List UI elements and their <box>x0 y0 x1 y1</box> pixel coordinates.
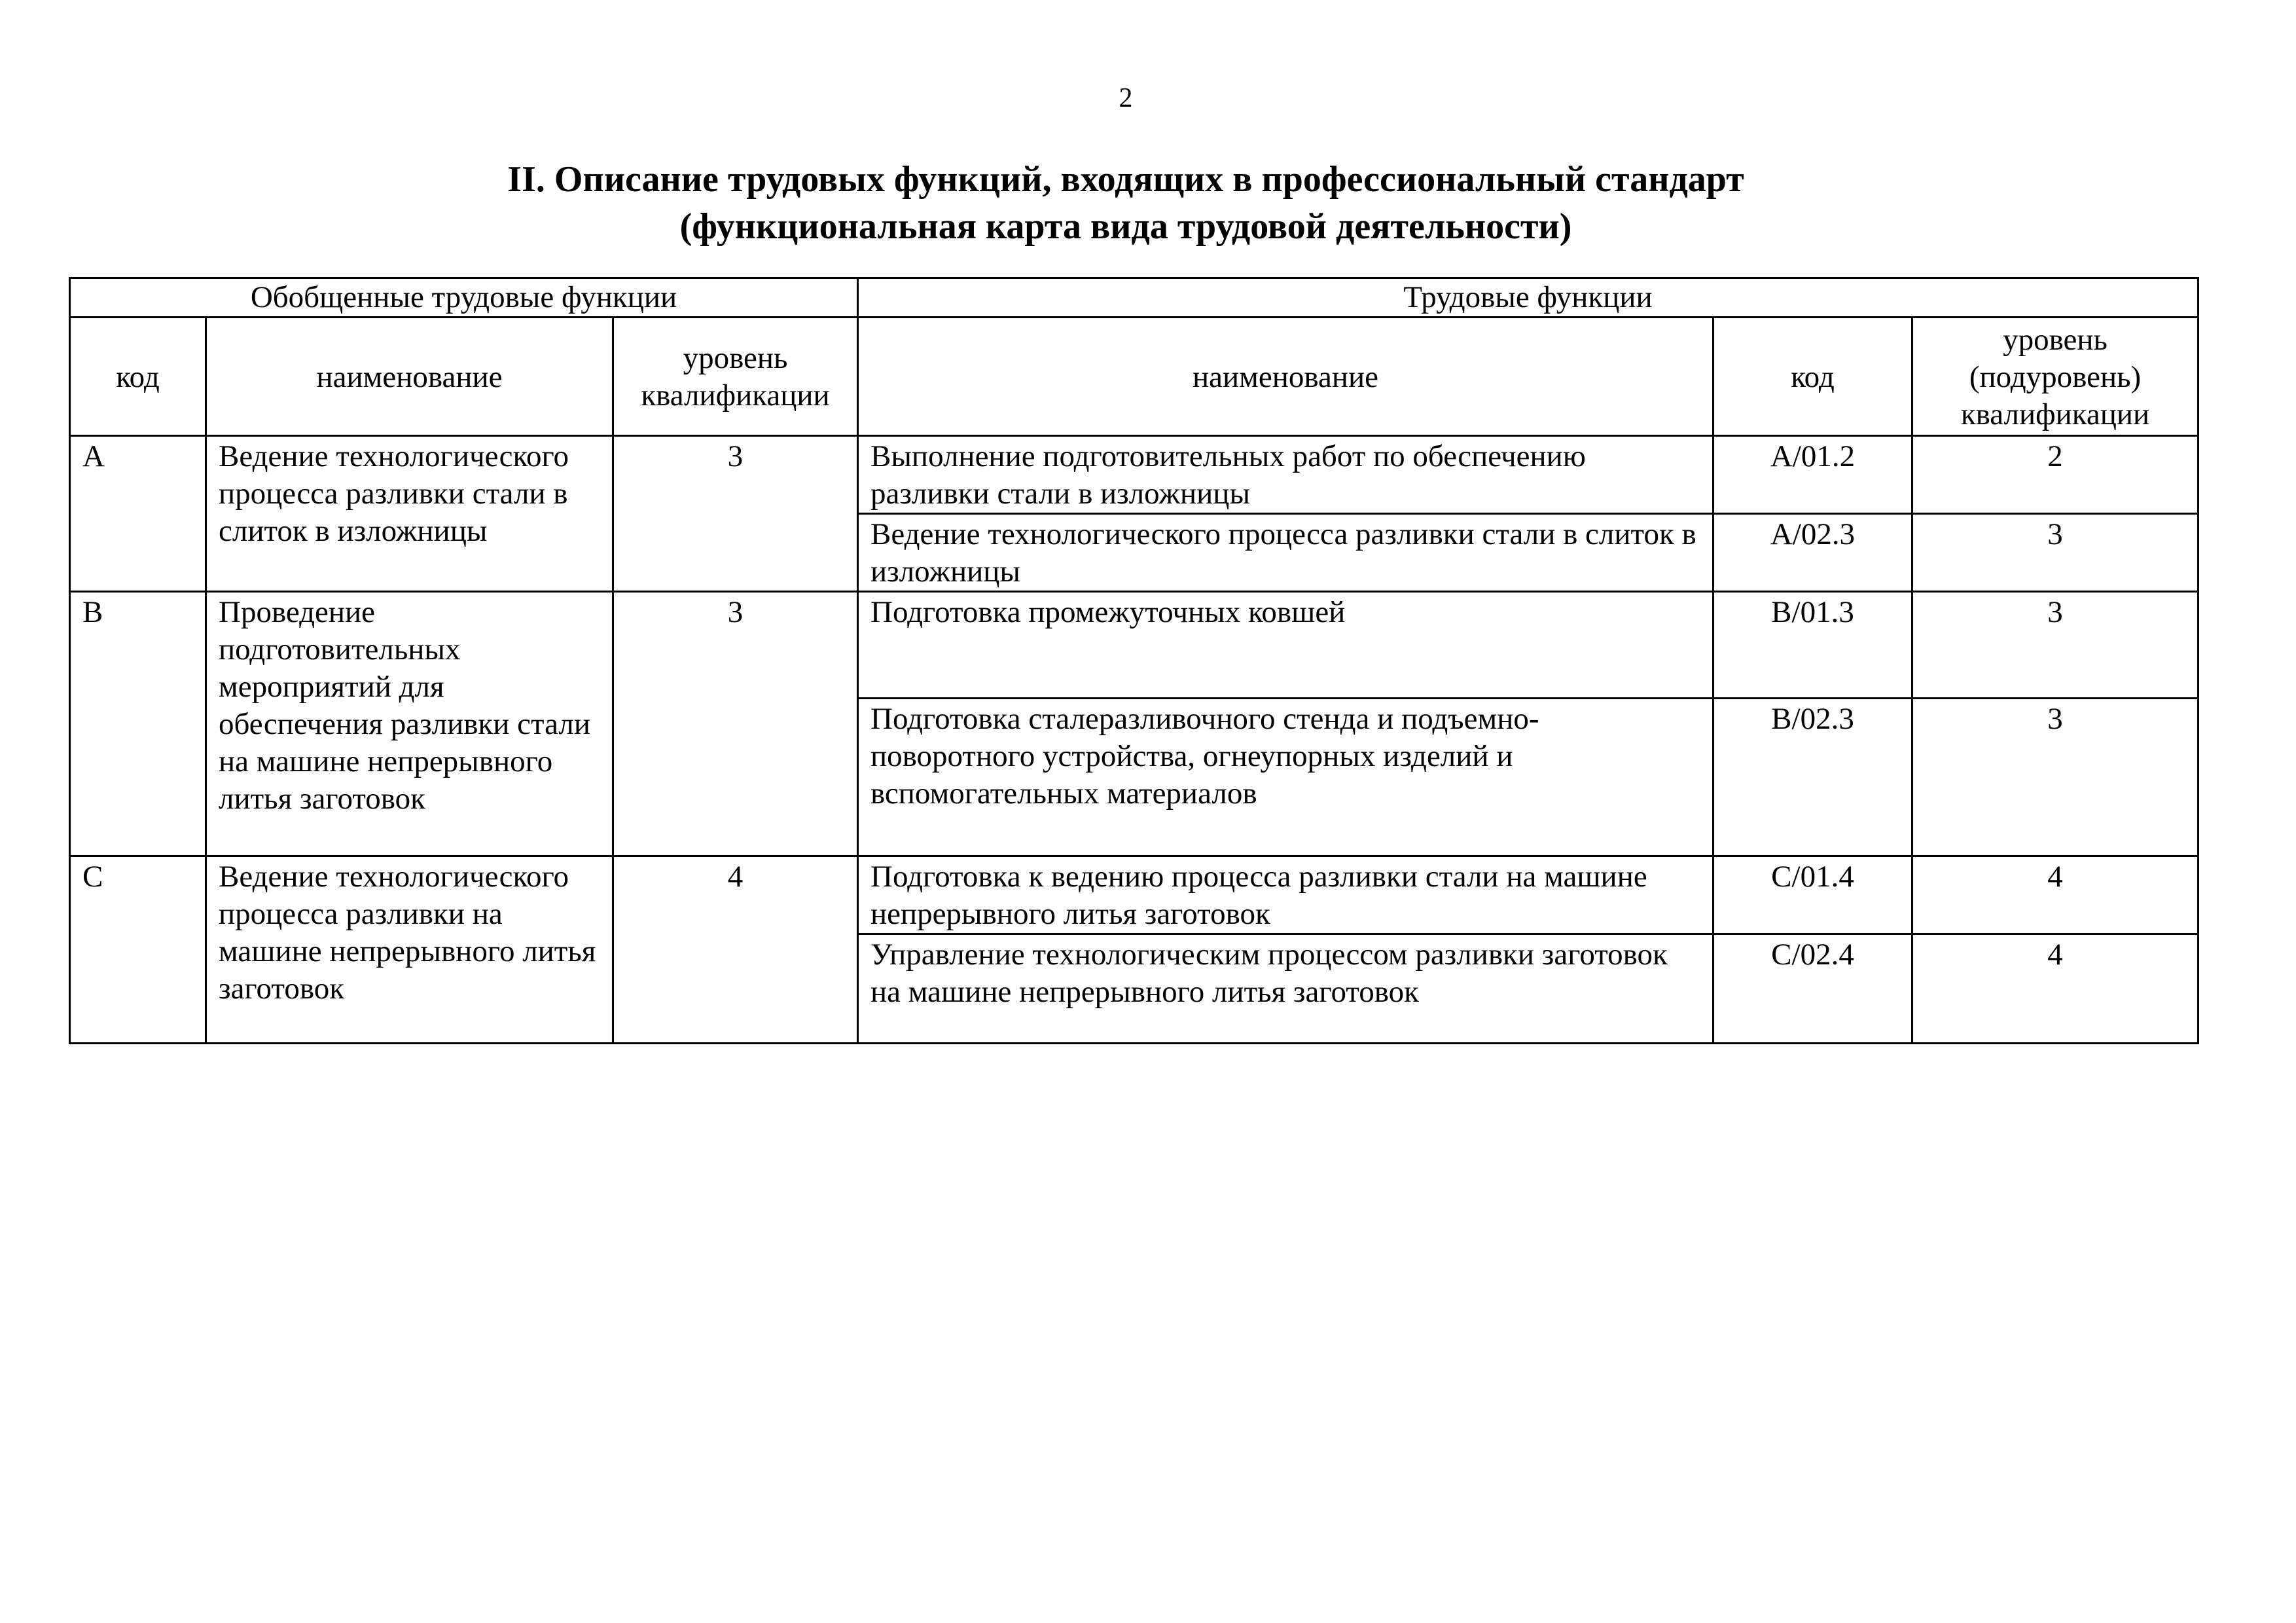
func-name-a02: Ведение технологического процесса разливки стали в слиток в изложницы <box>858 514 1713 592</box>
func-level-c01: 4 <box>1912 856 2198 934</box>
func-code-b01: B/01.3 <box>1713 592 1912 699</box>
func-code-c01: C/01.4 <box>1713 856 1912 934</box>
func-level-b02: 3 <box>1912 699 2198 856</box>
func-level-a02: 3 <box>1912 514 2198 592</box>
gen-code-c: C <box>70 856 206 1044</box>
func-code-a01: A/01.2 <box>1713 436 1912 514</box>
func-level-b01: 3 <box>1912 592 2198 699</box>
col-header-lab-name: наименование <box>858 318 1713 436</box>
section-title-line-1: II. Описание трудовых функций, входящих в профессиональный стандарт <box>507 159 1744 200</box>
gen-level-b: 3 <box>613 592 858 856</box>
gen-name-b: Проведение подготовительных мероприятий для обеспечения разливки стали на машине непрерывного литья заготовок <box>206 592 613 856</box>
func-name-b01: Подготовка промежуточных ковшей <box>858 592 1713 699</box>
group-header-row <box>70 278 2198 318</box>
gen-code-a: A <box>70 436 206 592</box>
func-name-c02: Управление технологическим процессом разливки заготовок на машине непрерывного литья заготовок <box>858 934 1713 1044</box>
col-header-gen-name: наименование <box>206 318 613 436</box>
gen-name-a: Ведение технологического процесса разливки стали в слиток в изложницы <box>206 436 613 592</box>
functional-map-table <box>69 277 2199 1044</box>
func-code-c02: C/02.4 <box>1713 934 1912 1044</box>
section-title <box>0 156 2251 250</box>
func-name-b02: Подготовка сталеразливочного стенда и подъемно-поворотного устройства, огнеупорных изделий и вспомогательных материалов <box>858 699 1713 856</box>
gen-name-c: Ведение технологического процесса разливки на машине непрерывного литья заготовок <box>206 856 613 1044</box>
section-title-line-2: (функциональная карта вида трудовой деятельности) <box>679 206 1572 247</box>
col-header-gen-code: код <box>70 318 206 436</box>
page-number: 2 <box>1119 83 1133 113</box>
labor-functions-header: Трудовые функции <box>858 278 2198 318</box>
func-name-a01: Выполнение подготовительных работ по обеспечению разливки стали в изложницы <box>858 436 1713 514</box>
table-row <box>70 436 2198 514</box>
generalized-functions-header: Обобщенные трудовые функции <box>70 278 858 318</box>
func-name-c01: Подготовка к ведению процесса разливки стали на машине непрерывного литья заготовок <box>858 856 1713 934</box>
gen-code-b: B <box>70 592 206 856</box>
col-header-gen-level: уровень квалификации <box>613 318 858 436</box>
column-header-row <box>70 318 2198 436</box>
table-row <box>70 592 2198 699</box>
table-row <box>70 856 2198 934</box>
col-header-lab-level: уровень (подуровень) квалификации <box>1912 318 2198 436</box>
func-level-a01: 2 <box>1912 436 2198 514</box>
func-level-c02: 4 <box>1912 934 2198 1044</box>
gen-level-c: 4 <box>613 856 858 1044</box>
func-code-a02: A/02.3 <box>1713 514 1912 592</box>
col-header-lab-code: код <box>1713 318 1912 436</box>
gen-level-a: 3 <box>613 436 858 592</box>
func-code-b02: B/02.3 <box>1713 699 1912 856</box>
